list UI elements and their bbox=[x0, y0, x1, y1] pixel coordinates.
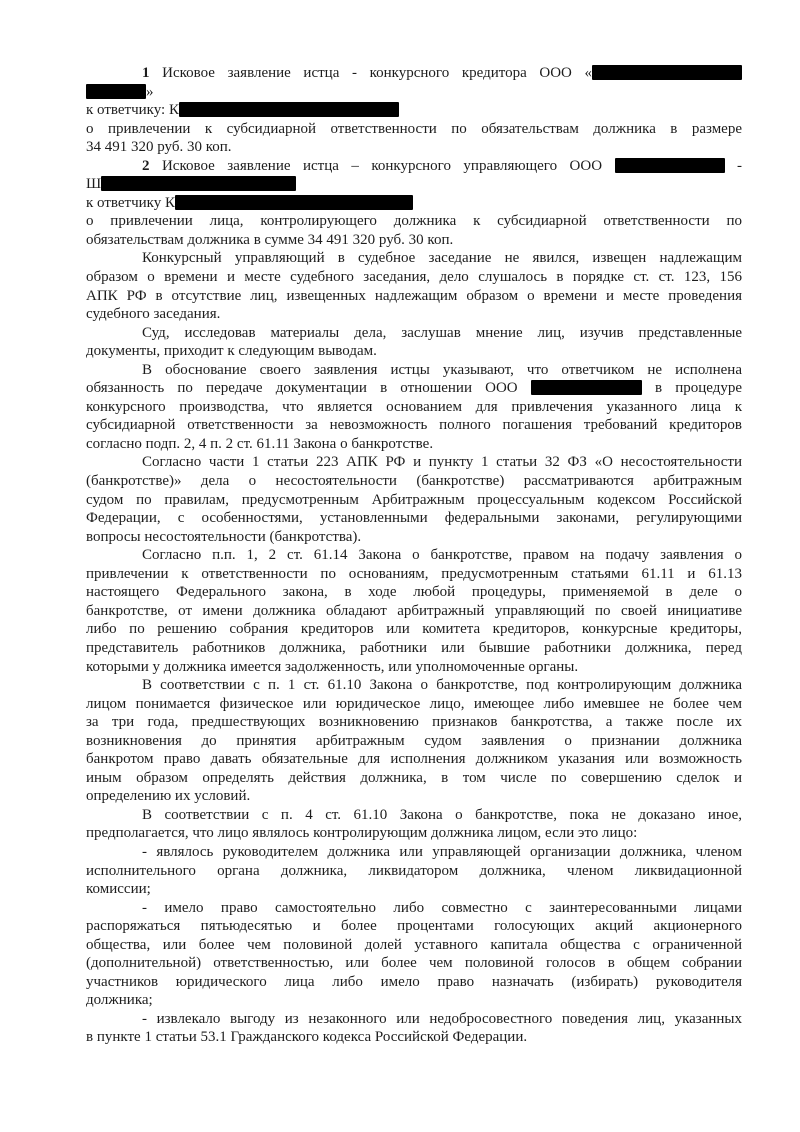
document-line bbox=[86, 658, 742, 677]
text-run: в пункте 1 статьи 53.1 Гражданского кодекса Российской Федерации. bbox=[86, 1029, 528, 1046]
document-line bbox=[86, 528, 742, 547]
text-run: Согласно части 1 статьи 223 АПК РФ и пункту 1 статьи 32 ФЗ «О несостоятельности bbox=[142, 454, 742, 471]
document-line bbox=[86, 676, 742, 695]
document-line bbox=[86, 472, 742, 491]
claim-number: 2 bbox=[142, 157, 150, 174]
text-run: исполнительного органа должника, ликвидатором должника, членом ликвидационной bbox=[86, 862, 742, 879]
text-run: обязанность по передаче документации в отношении ООО bbox=[86, 380, 531, 397]
document-line bbox=[86, 620, 742, 639]
text-run: привлечении к ответственности по основаниям, предусмотренным статьями 61.11 и 61.13 bbox=[86, 565, 742, 582]
document-line bbox=[86, 101, 742, 120]
document-line bbox=[86, 305, 742, 324]
document-line bbox=[86, 379, 742, 398]
document-line bbox=[86, 936, 742, 955]
document-line bbox=[86, 64, 742, 83]
document-line bbox=[86, 713, 742, 732]
redaction-bar bbox=[175, 195, 413, 210]
text-run: комиссии; bbox=[86, 881, 151, 898]
document-line bbox=[86, 639, 742, 658]
text-run: о привлечении лица, контролирующего должника к субсидиарной ответственности по bbox=[86, 213, 742, 230]
text-run: должника; bbox=[86, 992, 153, 1009]
text-run: Ш bbox=[86, 176, 102, 193]
document-line bbox=[86, 231, 742, 250]
text-run: определению их условий. bbox=[86, 788, 251, 805]
document-line bbox=[86, 583, 742, 602]
text-run: Конкурсный управляющий в судебное заседание не явился, извещен надлежащим bbox=[142, 250, 742, 267]
text-run: - имело право самостоятельно либо совместно с заинтересованными лицами bbox=[142, 899, 742, 916]
text-run: которыми у должника имеется задолженность, или уполномоченные органы. bbox=[86, 658, 579, 675]
document-line bbox=[86, 491, 742, 510]
document-line bbox=[86, 509, 742, 528]
text-run: (банкротстве)» дела о несостоятельности (банкротстве) рассматриваются арбитражным bbox=[86, 473, 742, 490]
text-run: Федерации, с особенностями, установленными федеральными законами, регулирующими bbox=[86, 510, 742, 527]
text-run: образом о времени и месте судебного заседания, дело слушалось в порядке ст. ст. 123, 156 bbox=[86, 269, 742, 286]
text-run: субсидиарной ответственности за невозможность полного погашения требований кредиторов bbox=[86, 417, 742, 434]
text-run: либо по решению собрания кредиторов или комитета кредиторов, конкурсные кредиторы, bbox=[86, 621, 742, 638]
document-line bbox=[86, 695, 742, 714]
text-run: - извлекало выгоду из незаконного или недобросовестного поведения лиц, указанных bbox=[142, 1010, 742, 1027]
text-run: настоящего Федерального закона, в ходе любой процедуры, применяемой в деле о bbox=[86, 584, 742, 601]
text-run: 34 491 320 руб. 30 коп. bbox=[86, 139, 232, 156]
document-line bbox=[86, 973, 742, 992]
text-run: распоряжаться пятьюдесятью и более процентами голосующих акций акционерного bbox=[86, 918, 742, 935]
text-run: - bbox=[724, 157, 742, 174]
text-run: конкурсного производства, что является основанием для привлечения указанного лица к bbox=[86, 398, 742, 415]
text-run: банкротом право давать обязательные для исполнения должником указания или возможность bbox=[86, 751, 742, 768]
text-run: вопросы несостоятельности (банкротства). bbox=[86, 528, 362, 545]
text-run: » bbox=[146, 83, 154, 100]
document-line bbox=[86, 120, 742, 139]
document-line bbox=[86, 546, 742, 565]
text-run: Согласно п.п. 1, 2 ст. 61.14 Закона о банкротстве, правом на подачу заявления о bbox=[142, 547, 742, 564]
text-run: участников юридического лица либо имело право назначать (избирать) руководителя bbox=[86, 973, 742, 990]
document-line bbox=[86, 565, 742, 584]
text-run: возникновения до принятия арбитражным судом заявления о признании должника bbox=[86, 732, 742, 749]
text-run: банкротстве, от имени должника обладают арбитражный управляющий по своей инициативе bbox=[86, 602, 742, 619]
document-line bbox=[86, 787, 742, 806]
redaction-bar bbox=[86, 84, 146, 99]
document-line bbox=[86, 268, 742, 287]
document-line bbox=[86, 138, 742, 157]
document-line bbox=[86, 416, 742, 435]
document-line bbox=[86, 212, 742, 231]
document-line bbox=[86, 361, 742, 380]
text-run: Исковое заявление истца – конкурсного управляющего ООО bbox=[149, 157, 615, 174]
text-run: обязательствам должника в сумме 34 491 320 руб. 30 коп. bbox=[86, 231, 454, 248]
document-line bbox=[86, 750, 742, 769]
text-run: общества, или более чем половиной долей уставного капитала общества с ограниченной bbox=[86, 936, 742, 953]
document-line bbox=[86, 157, 742, 176]
text-run: иным образом определять действия должника, в том числе по совершению сделок и bbox=[86, 769, 742, 786]
document-line bbox=[86, 249, 742, 268]
document-line bbox=[86, 917, 742, 936]
document-line bbox=[86, 843, 742, 862]
text-run: В обоснование своего заявления истцы указывают, что ответчиком не исполнена bbox=[142, 361, 742, 378]
redaction-bar bbox=[592, 65, 742, 80]
redaction-bar bbox=[101, 176, 296, 191]
document-line bbox=[86, 899, 742, 918]
redaction-bar bbox=[179, 102, 399, 117]
document-line bbox=[86, 342, 742, 361]
document-line bbox=[86, 194, 742, 213]
document-line bbox=[86, 880, 742, 899]
text-run: - являлось руководителем должника или управляющей организации должника, членом bbox=[142, 843, 742, 860]
document-line bbox=[86, 287, 742, 306]
text-run: судом по правилам, предусмотренным Арбитражным процессуальным кодексом Российской bbox=[86, 491, 742, 508]
text-run: о привлечении к субсидиарной ответственности по обязательствам должника в размере bbox=[86, 120, 742, 137]
text-run: судебного заседания. bbox=[86, 306, 221, 323]
document-line bbox=[86, 435, 742, 454]
document-line bbox=[86, 1010, 742, 1029]
text-run: предполагается, что лицо являлось контролирующим должника лицом, если это лицо: bbox=[86, 825, 638, 842]
document-line bbox=[86, 732, 742, 751]
text-run: за три года, предшествующих возникновению признаков банкротства, а также после их bbox=[86, 714, 742, 731]
text-run: к ответчику: К bbox=[86, 102, 179, 119]
redaction-bar bbox=[531, 380, 642, 395]
text-run: в процедуре bbox=[641, 380, 742, 397]
document-body bbox=[86, 64, 742, 1047]
text-run: лицом понимается физическое или юридическое лицо, имеющее либо имевшее не более чем bbox=[86, 695, 742, 712]
document-line bbox=[86, 398, 742, 417]
text-run: документы, приходит к следующим выводам. bbox=[86, 343, 377, 360]
text-run: Исковое заявление истца - конкурсного кредитора ООО « bbox=[149, 65, 592, 81]
document-line bbox=[86, 1028, 742, 1047]
document-line bbox=[86, 602, 742, 621]
document-line bbox=[86, 324, 742, 343]
text-run: согласно подп. 2, 4 п. 2 ст. 61.11 Закона о банкротстве. bbox=[86, 435, 434, 452]
text-run: АПК РФ в отсутствие лиц, извещенных надлежащим образом о времени и месте проведения bbox=[86, 287, 742, 304]
document-line bbox=[86, 991, 742, 1010]
document-line bbox=[86, 453, 742, 472]
text-run: представитель работников должника, работники или бывшие работники должника, перед bbox=[86, 639, 742, 656]
document-line bbox=[86, 954, 742, 973]
text-run: В соответствии с п. 1 ст. 61.10 Закона о банкротстве, под контролирующим должника bbox=[142, 677, 742, 694]
document-line bbox=[86, 806, 742, 825]
text-run: (дополнительной) ответственностью, или более чем половиной голосов в общем собрании bbox=[86, 955, 742, 972]
document-line bbox=[86, 175, 742, 194]
text-run: к ответчику К bbox=[86, 194, 176, 211]
redaction-bar bbox=[615, 158, 725, 173]
document-line bbox=[86, 83, 742, 102]
document-line bbox=[86, 769, 742, 788]
claim-number: 1 bbox=[142, 65, 150, 81]
text-run: Суд, исследовав материалы дела, заслушав мнение лиц, изучив представленные bbox=[142, 324, 742, 341]
document-line bbox=[86, 862, 742, 881]
text-run: В соответствии с п. 4 ст. 61.10 Закона о банкротстве, пока не доказано иное, bbox=[142, 806, 742, 823]
document-line bbox=[86, 824, 742, 843]
